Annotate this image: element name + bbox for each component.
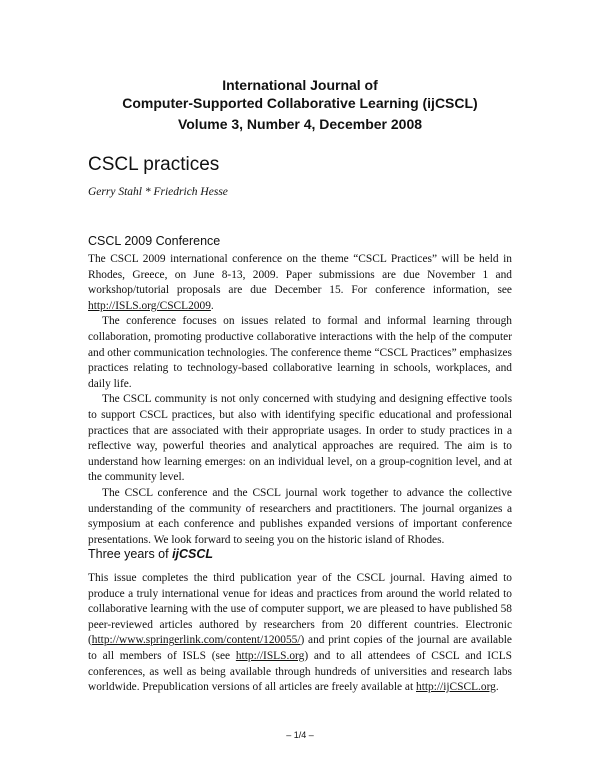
article-authors: Gerry Stahl * Friedrich Hesse (88, 186, 228, 198)
page-number: – 1/4 – (286, 730, 314, 740)
paragraph (88, 571, 512, 696)
paragraph: The conference focuses on issues related to formal and informal learning through collaboration, promoting productive collaborative interactions with the help of the computer and other communication technologies. The conference theme “CSCL Practices” emphasizes practices relating to technology-based collaborative learning in schools, workplaces, and daily life. (88, 315, 512, 390)
section-heading-conference: CSCL 2009 Conference (88, 234, 221, 248)
paragraph: The CSCL community is not only concerned with studying and designing effective tools to support CSCL practices, but also with identifying specific educational and professional practices that are associated with their appropriate usages. In order to study practices in a reflective way, powerful theories and analytical approaches are required. The aim is to understand how learning emerges: on an individual level, on a group-cognition level, and at the community level. (88, 393, 512, 484)
journal-issue: Volume 3, Number 4, December 2008 (177, 116, 423, 132)
journal-name-line2: Computer-Supported Collaborative Learning (ijCSCL) (122, 95, 478, 111)
section-heading-three-years (88, 547, 213, 561)
heading-text: Three years of (88, 547, 173, 561)
journal-name-line1: International Journal of (222, 77, 378, 93)
paragraph-text: This issue completes the third publication year of the CSCL journal. Having aimed to produce a truly international venue for ideas and practices from around the world related to collaborative learning with the use of computer support, we are pleased to have published 58 peer-reviewed articles authored by researchers from 20 different countries. Electronic ( (88, 572, 512, 647)
section-body-three-years (88, 571, 512, 696)
article-title: CSCL practices (88, 154, 220, 175)
paragraph-text: The CSCL 2009 international conference on the theme “CSCL Practices” will be held in Rhodes, Greece, on June 8-13, 2009. Paper submissions are due November 1 and workshop/tutorial proposals are due December 15. For conference information, see (88, 253, 512, 297)
paragraph-text: . (210, 299, 214, 312)
springerlink-link[interactable]: http://www.springerlink.com/content/120055/ (91, 634, 301, 647)
paragraph-text: ) and print copies of the journal are available to all members of ISLS (see (88, 634, 512, 662)
heading-journal-abbrev: ijCSCL (172, 547, 214, 561)
paragraph-text: ) and to all attendees of CSCL and ICLS conferences, as well as being available through hundreds of universities and research labs worldwide. Prepublication versions of all articles are freely available at (88, 649, 512, 694)
section-body-conference (88, 252, 512, 548)
paragraph-text: . (495, 681, 499, 694)
isls-link[interactable]: http://ISLS.org (235, 649, 305, 662)
paragraph: The CSCL conference and the CSCL journal work together to advance the collective understanding of the community of researchers and practitioners. The journal organizes a symposium at each conference and publishes expanded versions of important conference presentations. We look forward to seeing you on the historic island of Rhodes. (88, 486, 512, 546)
ijcscl-link[interactable]: http://ijCSCL.org (416, 681, 496, 694)
paragraph (88, 252, 512, 314)
cscl2009-link[interactable]: http://ISLS.org/CSCL2009 (88, 299, 211, 312)
